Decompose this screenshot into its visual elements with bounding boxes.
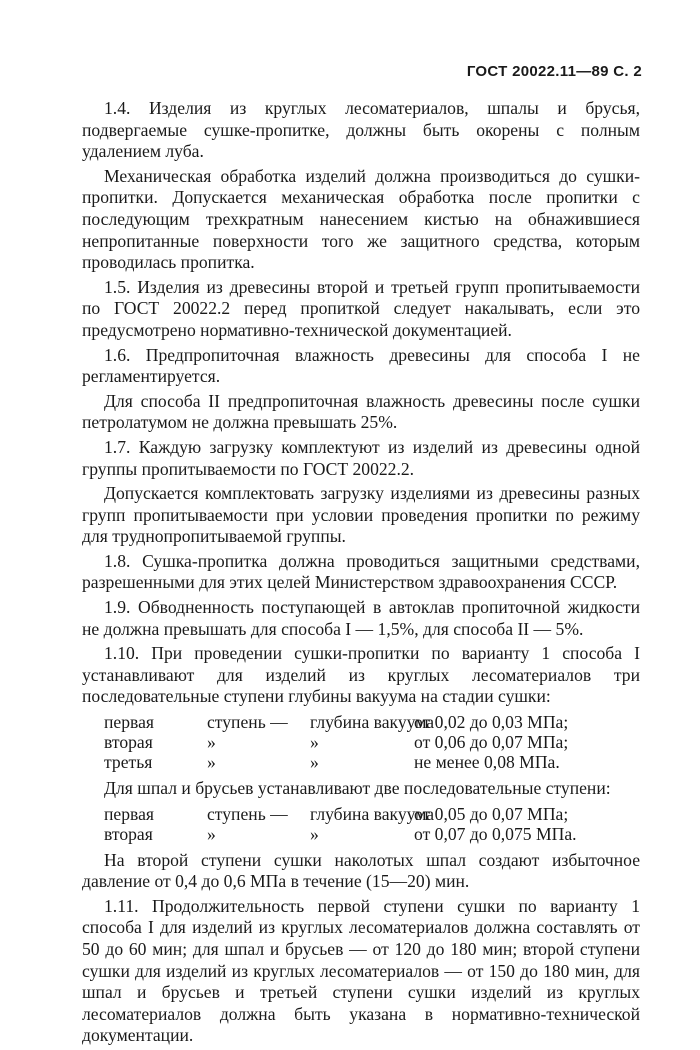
document-body (82, 98, 640, 1050)
vacuum-stage-row: вторая » » от 0,06 до 0,07 МПа; (104, 732, 569, 753)
vacuum-stages-sleepers (104, 804, 640, 844)
vacuum-stage-row: первая ступень — глубина вакуума от 0,02 до 0,03 МПа; (104, 712, 569, 733)
vacuum-stages-round-timber (104, 712, 640, 772)
paragraph-mechanical-processing: Механическая обработка изделий должна производиться до сушки-пропитки. Допускается механическая обработка после пропитки с последующим трехкратным нанесением кистью на обнажившиеся непропитанные поверхности того же защитного средства, которым проводилась пропитка. (82, 165, 640, 273)
paragraph-1-8: 1.8. Сушка-пропитка должна проводиться защитными средствами, разрешенными для этих целей Министерством здравоохранения СССР. (82, 550, 640, 593)
vacuum-stage-row: первая ступень — глубина вакуума от 0,05 до 0,07 МПа; (104, 803, 569, 824)
paragraph-1-6: 1.6. Предпропиточная влажность древесины для способа I не регламентируется. (82, 344, 640, 387)
paragraph-1-10: 1.10. При проведении сушки-пропитки по варианту 1 способа I устанавливают для изделий из круглых лесоматериалов три последовательные ступени глубины вакуума на стадии сушки: (82, 643, 640, 707)
paragraph-1-5: 1.5. Изделия из древесины второй и третьей групп пропитываемости по ГОСТ 20022.2 перед пропиткой следует накалывать, если это предусмотрено нормативно-технической документацией. (82, 276, 640, 340)
paragraph-method-2-humidity: Для способа II предпропиточная влажность древесины после сушки петролатумом не должна превышать 25%. (82, 390, 640, 433)
paragraph-1-9: 1.9. Обводненность поступающей в автоклав пропиточной жидкости не должна превышать для способа I — 1,5%, для способа II — 5%. (82, 597, 640, 639)
paragraph-1-11: 1.11. Продолжительность первой ступени сушки по варианту 1 способа I для изделий из круглых лесоматериалов должна составлять от 50 до 60 мин; для шпал и брусьев — от 120 до 180 мин; второй ступени сушки для изделий из круглых лесоматериалов — от 150 до 180 мин, для шпал и брусьев и третьей ступени сушки изделий из круглых лесоматериалов должна быть указана в нормативно-технической документации. (82, 895, 640, 1046)
paragraph-overpressure: На второй ступени сушки наколотых шпал создают избыточное давление от 0,4 до 0,6 МПа в течение (15—20) мин. (82, 849, 640, 892)
vacuum-stage-row: третья » » не менее 0,08 МПа. (104, 752, 560, 773)
paragraph-mixed-groups: Допускается комплектовать загрузку изделиями из древесины разных групп пропитываемости при условии проведения пропитки по режиму для труднопропитываемой группы. (82, 483, 640, 547)
vacuum-stage-row: вторая » » от 0,07 до 0,075 МПа. (104, 823, 577, 844)
paragraph-1-7: 1.7. Каждую загрузку комплектуют из изделий из древесины одной группы пропитываемости по ГОСТ 20022.2. (82, 436, 640, 479)
page-header: ГОСТ 20022.11—89 С. 2 (466, 63, 642, 80)
paragraph-sleepers-stages: Для шпал и брусьев устанавливают две последовательные ступени: (104, 778, 611, 799)
paragraph-1-4: 1.4. Изделия из круглых лесоматериалов, шпалы и брусья, подвергаемые сушке-пропитке, должны быть окорены с полным удалением луба. (82, 98, 640, 162)
